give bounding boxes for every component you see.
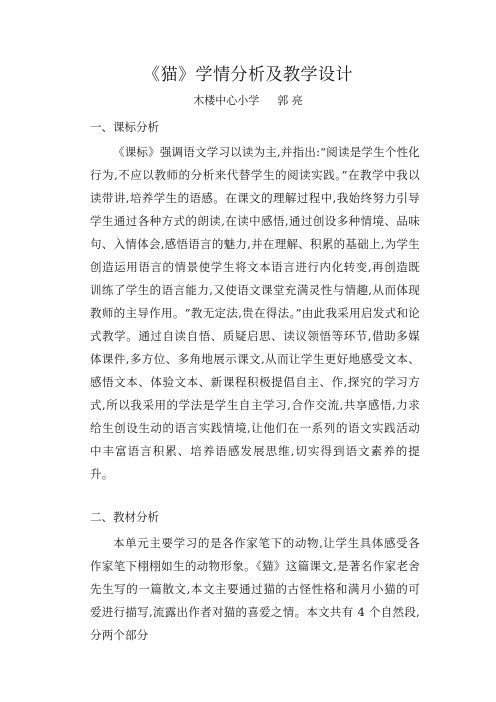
author-name: 郭 亮 (277, 94, 303, 107)
section-paragraph-curriculum: 《课标》强调语文学习以读为主,并指出:“阅读是学生个性化行为,不应以教师的分析来代替学生的阅读实践。”在教学中我以读带讲,培养学生的语感。在课文的理解过程中,我始终努力引导学生通过各种方式的朗读,在读中感悟,通过创设多种情境、品味句、入情体会,感悟语言的魅力,并在理解、积累的基础上,为学生创造运用语言的情景使学生将文本语言进行内化转变,再创造既训练了学生的语言能力,又使语文课堂充满灵性与情趣,从而体现教师的主导作用。“教无定法,贵在得法。”由此我采用启发式和论式教学。通过自读自悟、质疑启思、读议领悟等环节,借助多媒体课件,多方位、多角地展示课文,从而让学生更好地感受文本、感悟文本、体验文本、新课程积极提倡自主、作,探究的学习方式,所以我采用的学法是学生自主学习,合作交流,共享感悟,力求给生创设生动的语言实践情境,让他们在一系列的语文实践活动中丰富语言积累、培养语感发展思维,切实得到语文素养的提升。 (90, 145, 420, 481)
author-school: 木楼中心小学 (193, 94, 260, 107)
author-line (0, 93, 496, 109)
document-title: 《猫》学情分析及教学设计 (143, 65, 353, 85)
section-heading-textbook: 二、教材分析 (90, 510, 159, 524)
section-heading-curriculum: 一、课标分析 (90, 120, 159, 134)
section-paragraph-textbook: 本单元主要学习的是各作家笔下的动物,让学生具体感受各作家笔下栩栩如生的动物形象。《猫》这篇课文,是著名作家老舍先生写的一篇散文,本文主要通过猫的古怪性格和满月小猫的可爱进行描写,流露出作者对猫的喜爱之情。本文共有 4 个自然段,分两个部分 (90, 536, 420, 642)
